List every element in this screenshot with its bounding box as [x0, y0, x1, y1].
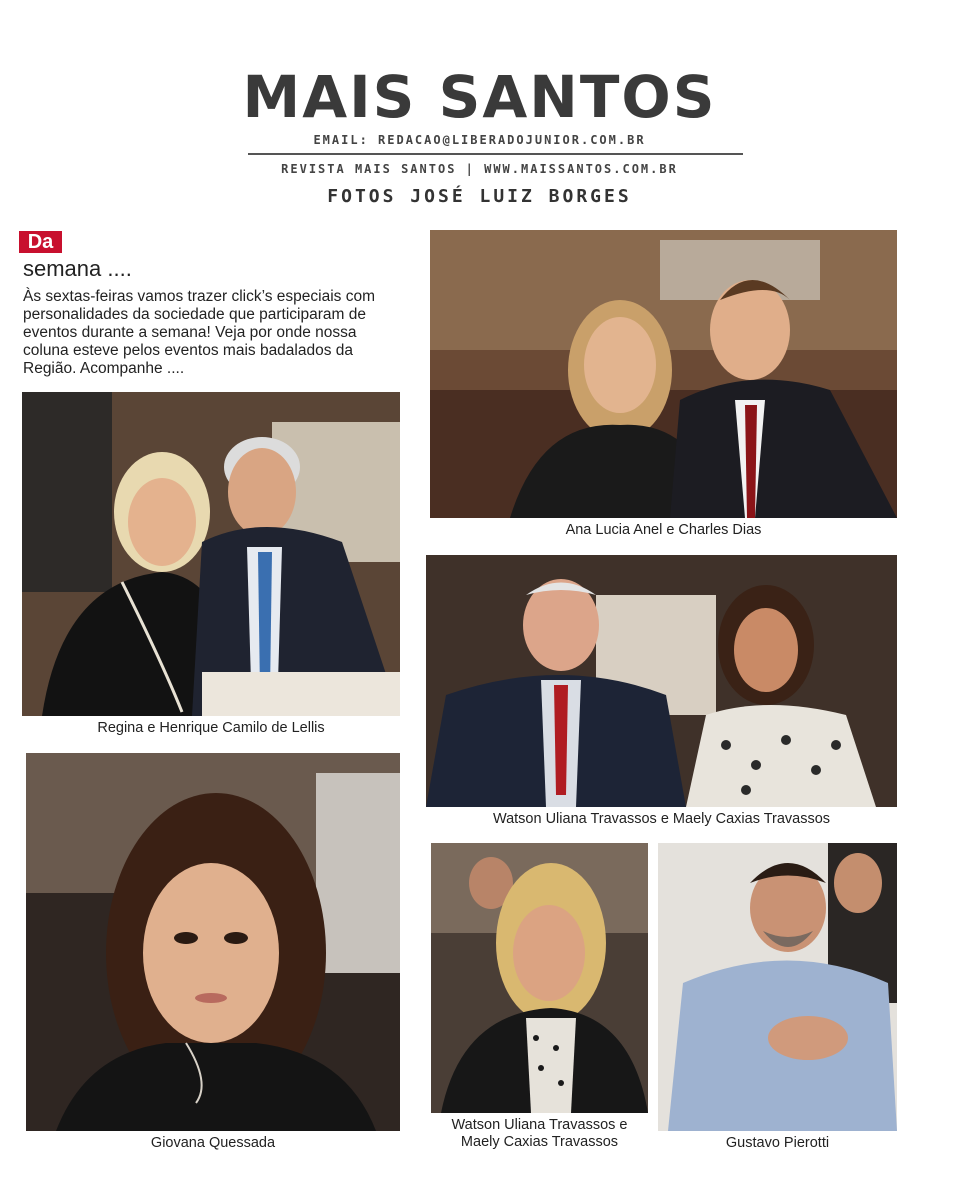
caption-ana-charles: Ana Lucia Anel e Charles Dias — [565, 522, 762, 538]
photo-gustavo — [658, 843, 897, 1131]
photo-ana-charles — [430, 230, 897, 518]
photo-credit: FOTOS JOSÉ LUIZ BORGES — [327, 186, 632, 207]
header-divider — [248, 153, 743, 155]
caption-line-1: Watson Uliana Travassos e — [451, 1117, 628, 1133]
caption-giovana: Giovana Quessada — [150, 1135, 276, 1151]
intro-text: Às sextas-feiras vamos trazer click’s especiais com personalidades da sociedade que participaram de eventos durante a semana! Veja por onde nossa coluna esteve pelos eventos mais badalados da Região. Acompanhe .... — [23, 288, 376, 377]
section-badge: Da — [19, 231, 62, 253]
magazine-title: MAIS SANTOS — [242, 63, 717, 131]
caption-regina-henrique: Regina e Henrique Camilo de Lellis — [97, 720, 325, 736]
contact-email: EMAIL: REDACAO@LIBERADOJUNIOR.COM.BR — [313, 133, 646, 147]
section-heading: semana .... — [23, 256, 132, 281]
magazine-subline: REVISTA MAIS SANTOS | WWW.MAISSANTOS.COM.BR — [281, 162, 678, 176]
caption-watson-maely: Watson Uliana Travassos e Maely Caxias Travassos — [492, 811, 831, 827]
caption-gustavo: Gustavo Pierotti — [725, 1135, 830, 1151]
caption-line-2: Maely Caxias Travassos — [460, 1134, 619, 1150]
photo-giovana — [26, 753, 400, 1131]
photo-watson-maely-2 — [431, 843, 648, 1113]
photo-regina-henrique — [22, 392, 400, 716]
caption-watson-maely-2 — [431, 1117, 648, 1151]
photo-watson-maely — [426, 555, 897, 807]
